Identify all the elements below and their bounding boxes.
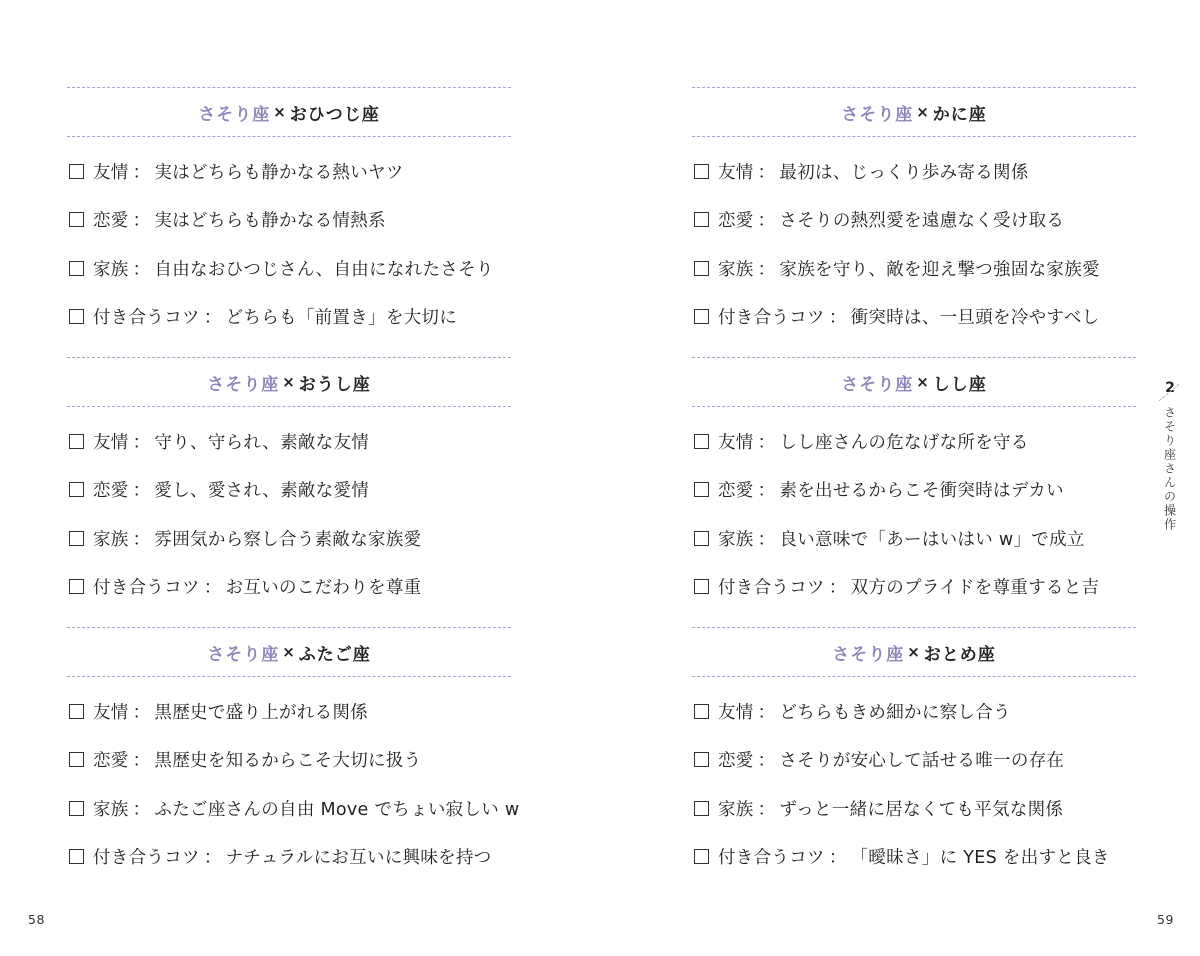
checkbox[interactable] [69,261,84,276]
checkbox[interactable] [694,212,709,227]
item-label: 恋愛 [93,211,129,232]
item-separator: ： [757,432,776,453]
item-separator: ： [757,702,776,723]
item-text: 守り、守られ、素敵な友情 [154,432,370,453]
sign-b: かに座 [932,104,987,125]
item-separator: ： [132,702,151,723]
checklist-item [69,466,511,515]
checkbox[interactable] [69,704,84,719]
checkbox[interactable] [694,704,709,719]
item-text: 衝突時は、一旦頭を冷やすべし [850,308,1100,329]
right-page [600,0,1200,956]
item-label: 家族 [93,529,129,550]
checklist-item [69,147,511,196]
times-symbol: × [916,103,930,121]
item-text: 黒歴史を知るからこそ大切に扱う [154,751,422,772]
page-number: 59 [1157,912,1174,927]
sign-a: さそり座 [207,374,280,395]
checklist [692,677,1136,881]
item-label: 友情 [93,162,129,183]
item-label: 付き合うコツ [93,578,200,599]
checklist-item [69,417,511,466]
checkbox[interactable] [69,482,84,497]
item-text: さそりが安心して話せる唯一の存在 [779,751,1065,772]
sign-a: さそり座 [841,374,914,395]
compatibility-section [67,357,511,611]
item-text: ずっと一緒に居なくても平気な関係 [779,799,1064,820]
section-heading [67,358,511,406]
item-text: ふたご座さんの自由 Move でちょい寂しい w [154,799,520,820]
item-text: どちらもきめ細かに察し合う [779,702,1011,723]
item-text: 双方のプライドを尊重すると吉 [850,578,1100,599]
item-label: 恋愛 [718,481,754,502]
checkbox[interactable] [694,801,709,816]
sign-b: おうし座 [298,374,371,395]
item-text: さそりの熱烈愛を遠慮なく受け取る [779,211,1065,232]
item-separator: ： [132,162,151,183]
section-heading [692,88,1136,136]
checklist-item [694,466,1136,515]
checklist [67,677,520,881]
checklist [692,407,1136,611]
section-heading [692,358,1136,406]
item-label: 付き合うコツ [93,308,200,329]
item-label: 友情 [93,702,129,723]
item-separator: ： [203,848,222,869]
item-text: 自由なおひつじさん、自由になれたさそり [154,259,494,280]
checklist-item [694,147,1136,196]
item-label: 付き合うコツ [718,308,825,329]
checkbox[interactable] [694,309,709,324]
chapter-tab [1158,380,1182,536]
checklist-item [694,293,1136,342]
compatibility-section [692,357,1136,611]
checklist [692,137,1136,341]
checkbox[interactable] [694,752,709,767]
page-number: 58 [28,912,45,927]
checklist-item [694,244,1136,293]
checklist-item [694,784,1136,833]
item-text: 「曖昧さ」に YES を出すと良き [850,848,1110,869]
checklist-item [694,687,1136,736]
item-label: 友情 [718,162,754,183]
sign-a: さそり座 [198,104,271,125]
item-label: 家族 [718,259,754,280]
item-label: 家族 [93,259,129,280]
checklist-item [694,514,1136,563]
item-text: 実はどちらも静かなる情熱系 [154,211,386,232]
times-symbol: × [282,373,296,391]
checkbox[interactable] [69,531,84,546]
item-text: 良い意味で「あーはいはい w」で成立 [779,529,1085,550]
chapter-title: さそり座さんの操作 [1162,406,1177,532]
item-label: 付き合うコツ [93,848,200,869]
checklist-item [69,514,511,563]
item-separator: ： [828,578,847,599]
item-text: 素を出せるからこそ衝突時はデカい [779,481,1064,502]
sign-b: しし座 [932,374,987,395]
checklist-item [69,736,511,785]
checklist-item [69,687,511,736]
times-symbol: × [273,103,287,121]
checklist-item [694,563,1136,612]
item-label: 家族 [718,529,754,550]
item-separator: ： [132,751,151,772]
checkbox[interactable] [69,752,84,767]
checkbox[interactable] [694,849,709,864]
item-separator: ： [828,848,847,869]
item-label: 友情 [718,702,754,723]
item-text: 家族を守り、敵を迎え撃つ強固な家族愛 [779,259,1100,280]
sign-a: さそり座 [207,644,280,665]
item-text: しし座さんの危なげな所を守る [779,432,1029,453]
item-text: 最初は、じっくり歩み寄る関係 [779,162,1029,183]
checklist [67,137,511,341]
item-text: どちらも「前置き」を大切に [225,308,458,329]
item-separator: ： [132,529,151,550]
checklist-item [69,833,511,882]
item-text: 実はどちらも静かなる熱いヤツ [154,162,404,183]
checkbox[interactable] [694,579,709,594]
item-separator: ： [203,578,222,599]
item-separator: ： [203,308,222,329]
item-label: 恋愛 [718,751,754,772]
item-separator: ： [132,259,151,280]
sign-b: おとめ座 [923,644,996,665]
checklist-item [694,736,1136,785]
item-text: 黒歴史で盛り上がれる関係 [154,702,369,723]
item-label: 恋愛 [93,481,129,502]
times-symbol: × [907,643,921,661]
item-separator: ： [757,481,776,502]
checklist-item [69,293,511,342]
item-text: ナチュラルにお互いに興味を持つ [225,848,492,869]
checkbox[interactable] [694,482,709,497]
item-label: 家族 [718,799,754,820]
sign-b: ふたご座 [298,644,371,665]
sign-a: さそり座 [832,644,905,665]
item-label: 恋愛 [93,751,129,772]
item-separator: ： [132,799,151,820]
section-heading [67,88,511,136]
item-label: 付き合うコツ [718,848,825,869]
sign-b: おひつじ座 [289,104,380,125]
checkbox[interactable] [694,261,709,276]
item-text: 雰囲気から察し合う素敵な家族愛 [154,529,422,550]
item-separator: ： [757,529,776,550]
sign-a: さそり座 [841,104,914,125]
item-text: 愛し、愛され、素敵な愛情 [154,481,370,502]
item-separator: ： [757,751,776,772]
item-label: 友情 [93,432,129,453]
checklist-item [694,196,1136,245]
checkbox[interactable] [69,434,84,449]
checklist-item [694,417,1136,466]
checkbox[interactable] [69,849,84,864]
checklist-item [69,244,511,293]
item-label: 友情 [718,432,754,453]
compatibility-section [67,627,520,881]
checklist-item [69,196,511,245]
checklist-item [69,563,511,612]
section-heading [67,628,511,676]
checkbox[interactable] [69,164,84,179]
compatibility-section [692,87,1136,341]
item-separator: ： [757,259,776,280]
item-label: 恋愛 [718,211,754,232]
item-separator: ： [757,211,776,232]
section-heading [692,628,1136,676]
checkbox[interactable] [694,434,709,449]
times-symbol: × [916,373,930,391]
checkbox[interactable] [69,212,84,227]
checkbox[interactable] [69,309,84,324]
checkbox[interactable] [694,531,709,546]
item-separator: ： [828,308,847,329]
item-separator: ： [132,481,151,502]
checkbox[interactable] [694,164,709,179]
item-separator: ： [757,799,776,820]
item-separator: ： [757,162,776,183]
item-separator: ： [132,432,151,453]
item-separator: ： [132,211,151,232]
item-label: 家族 [93,799,129,820]
item-text: お互いのこだわりを尊重 [225,578,422,599]
checklist-item [69,784,520,833]
checklist-item [694,833,1136,882]
checkbox[interactable] [69,579,84,594]
compatibility-section [67,87,511,341]
checkbox[interactable] [69,801,84,816]
times-symbol: × [282,643,296,661]
chapter-number: 2 [1165,380,1175,396]
compatibility-section [692,627,1136,881]
checklist [67,407,511,611]
item-label: 付き合うコツ [718,578,825,599]
